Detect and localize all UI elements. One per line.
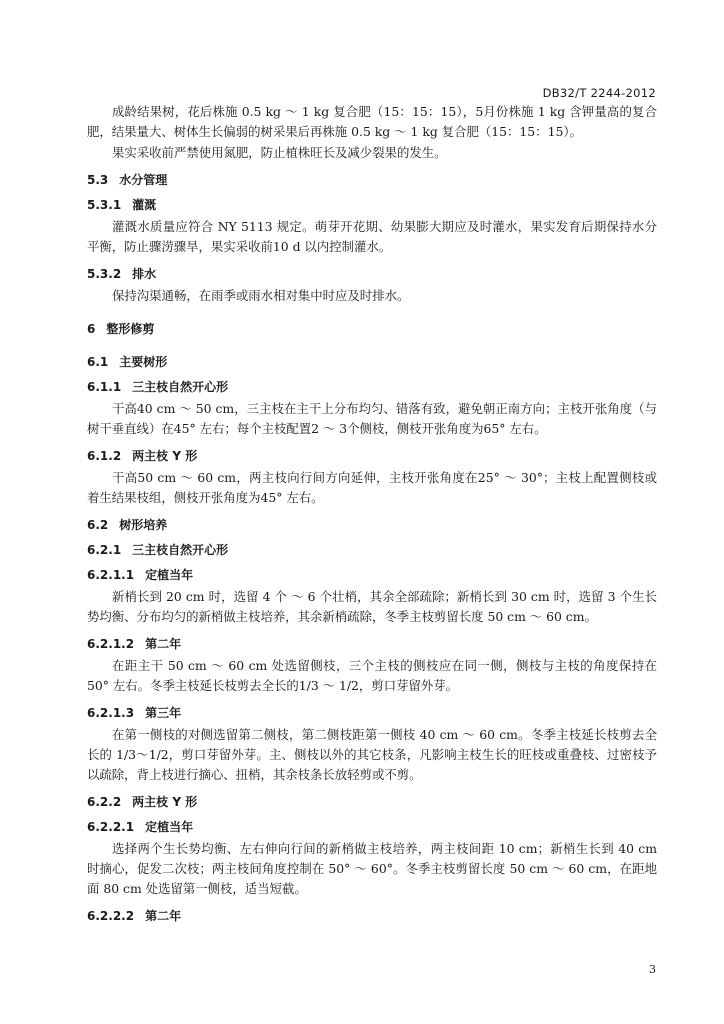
paragraph: 在第一侧枝的对侧选留第二侧枝，第二侧枝距第一侧枝 40 cm ～ 60 cm。冬季主枝延长枝剪去全长的 1/3～1/2，剪口芽留外芽。主、侧枝以外的其它枝条，凡影响主枝生长的旺枝或重叠枝、过密枝予以疏除，背上枝进行摘心、扭梢，其余枝条长放轻剪或不剪。: [87, 727, 657, 782]
section-heading: [87, 171, 657, 188]
page-number: 3: [649, 963, 656, 976]
section-number: 6.1.2: [87, 449, 122, 463]
paragraph: 成龄结果树，花后株施 0.5 kg ～ 1 kg 复合肥（15：15：15），5月份株施 1 kg 含钾量高的复合肥，结果量大、树体生长偏弱的树采果后再株施 0.5 kg ～ 1 kg 复合肥（15：15：15）。: [87, 104, 657, 139]
section-heading: [87, 907, 657, 924]
section-title: 第二年: [145, 909, 182, 923]
section-heading: [87, 635, 657, 652]
section-title: 灌溉: [132, 198, 157, 212]
section-number: 5.3.2: [87, 267, 122, 281]
section-number: 6.2.1: [87, 543, 122, 557]
section-title: 定植当年: [145, 568, 194, 582]
section-title: 水分管理: [119, 173, 168, 187]
section-number: 6.2.2.1: [87, 820, 135, 834]
section-heading: [87, 793, 657, 810]
section-number: 6.2.2: [87, 795, 122, 809]
section-heading: [87, 704, 657, 721]
section-title: 两主枝 Y 形: [132, 449, 198, 463]
section-heading: [87, 566, 657, 583]
section-title: 定植当年: [145, 820, 194, 834]
section-heading: [87, 265, 657, 282]
section-number: 6.2: [87, 518, 109, 532]
section-number: 6.2.1.2: [87, 637, 135, 651]
section-heading: [87, 447, 657, 464]
section-title: 三主枝自然开心形: [132, 543, 229, 557]
document-code: DB32/T 2244-2012: [542, 86, 656, 100]
section-title: 排水: [132, 267, 157, 281]
section-title: 整形修剪: [106, 322, 155, 336]
section-title: 两主枝 Y 形: [132, 795, 198, 809]
section-number: 5.3: [87, 173, 109, 187]
section-heading: [87, 378, 657, 395]
section-heading: [87, 353, 657, 370]
section-title: 主要树形: [119, 355, 168, 369]
section-number: 6.2.1.3: [87, 706, 135, 720]
section-number: 6.2.2.2: [87, 909, 135, 923]
section-title: 树形培养: [119, 518, 168, 532]
paragraph: 干高50 cm ～ 60 cm，两主枝向行间方向延伸，主枝开张角度在25° ～ 30°；主枝上配置侧枝或着生结果枝组，侧枝开张角度为45° 左右。: [87, 470, 657, 505]
section-number: 6: [87, 322, 96, 336]
section-heading: [87, 320, 657, 337]
section-heading: [87, 541, 657, 558]
section-title: 第三年: [145, 706, 182, 720]
section-title: 第二年: [145, 637, 182, 651]
section-number: 6.2.1.1: [87, 568, 135, 582]
paragraph: 干高40 cm ～ 50 cm，三主枝在主干上分布均匀、错落有致，避免朝正南方向；主枝开张角度（与树干垂直线）在45° 左右；每个主枝配置2 ～ 3个侧枝，侧枝开张角度为65° 左右。: [87, 401, 657, 436]
section-heading: [87, 516, 657, 533]
paragraph: 新梢长到 20 cm 时，选留 4 个 ～ 6 个壮梢，其余全部疏除；新梢长到 30 cm 时，选留 3 个生长势均衡、分布均匀的新梢做主枝培养，其余新梢疏除，冬季主枝剪留长度 50 cm ～ 60 cm。: [87, 589, 657, 624]
section-number: 6.1: [87, 355, 109, 369]
page-content: [87, 102, 657, 924]
section-number: 6.1.1: [87, 380, 122, 394]
section-title: 三主枝自然开心形: [132, 380, 229, 394]
paragraph: 选择两个生长势均衡、左右伸向行间的新梢做主枝培养，两主枝间距 10 cm；新梢生长到 40 cm 时摘心，促发二次枝；两主枝间角度控制在 50° ～ 60°。冬季主枝剪留长度 50 cm ～ 60 cm，在距地面 80 cm 处选留第一侧枝，适当短截。: [87, 841, 657, 896]
section-heading: [87, 818, 657, 835]
paragraph: 保持沟渠通畅，在雨季或雨水相对集中时应及时排水。: [112, 288, 410, 303]
paragraph: 灌溉水质量应符合 NY 5113 规定。萌芽开花期、幼果膨大期应及时灌水，果实发育后期保持水分平衡，防止骤涝骤旱，果实采收前10 d 以内控制灌水。: [87, 219, 657, 254]
paragraph: 在距主干 50 cm ～ 60 cm 处选留侧枝，三个主枝的侧枝应在同一侧，侧枝与主枝的角度保持在 50° 左右。冬季主枝延长枝剪去全长的1/3 ～ 1/2，剪口芽留外芽。: [87, 658, 657, 693]
paragraph: 果实采收前严禁使用氮肥，防止植株旺长及减少裂果的发生。: [112, 145, 447, 160]
section-heading: [87, 196, 657, 213]
section-number: 5.3.1: [87, 198, 122, 212]
